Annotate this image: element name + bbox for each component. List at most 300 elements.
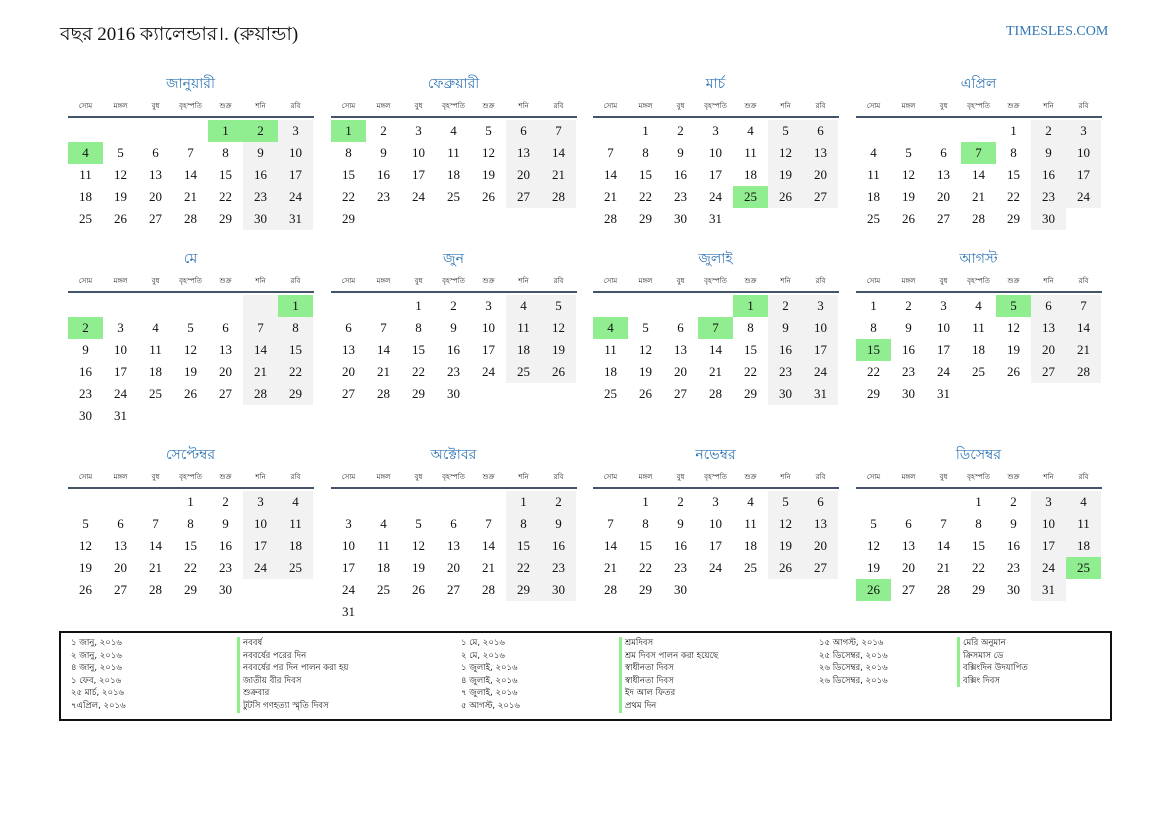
holiday-dates-col-3 xyxy=(819,637,888,687)
day-cell: 15 xyxy=(639,538,652,553)
day-cell: 17 xyxy=(243,535,278,557)
day-cell: 17 xyxy=(1066,164,1101,186)
day-cell: 19 xyxy=(867,560,880,575)
weekday-label: শুক্র xyxy=(1007,277,1020,285)
weekday-label: রবি xyxy=(815,473,826,481)
day-cell: 13 xyxy=(902,538,915,553)
day-cell: 18 xyxy=(744,538,757,553)
day-cell: 24 xyxy=(803,361,838,383)
day-cell: 15 xyxy=(972,538,985,553)
day-cell: 4 xyxy=(870,145,877,160)
day-cell: 27 xyxy=(114,582,127,597)
day-cell: 5 xyxy=(82,516,89,531)
holiday-names-col-2 xyxy=(619,637,718,713)
day-grid xyxy=(68,491,314,601)
day-cell: 25 xyxy=(447,189,460,204)
day-cell: 7 xyxy=(243,317,278,339)
weekday-header xyxy=(68,470,314,484)
day-cell: 18 xyxy=(744,167,757,182)
day-cell: 24 xyxy=(1031,557,1066,579)
day-cell: 6 xyxy=(677,320,684,335)
day-cell: 30 xyxy=(768,383,803,405)
day-cell: 9 xyxy=(905,320,912,335)
weekday-header xyxy=(331,470,577,484)
day-cell: 20 xyxy=(342,364,355,379)
weekday-label: বুধ xyxy=(151,277,160,285)
day-cell: 13 xyxy=(937,167,950,182)
day-cell: 18 xyxy=(972,342,985,357)
weekday-label: বৃহস্পতি xyxy=(179,277,202,285)
day-cell: 31 xyxy=(937,386,950,401)
day-cell: 13 xyxy=(342,342,355,357)
day-cell: 27 xyxy=(803,557,838,579)
day-cell: 16 xyxy=(902,342,915,357)
weekday-label: সোম xyxy=(78,473,93,481)
month-name: ফেব্রুয়ারী xyxy=(427,76,480,92)
day-cell: 19 xyxy=(79,560,92,575)
day-cell: 26 xyxy=(856,579,891,601)
weekday-label: সোম xyxy=(341,102,356,110)
day-cell: 1 xyxy=(187,494,194,509)
weekday-label: বৃহস্পতি xyxy=(442,102,465,110)
day-cell: 6 xyxy=(940,145,947,160)
day-cell: 20 xyxy=(803,535,838,557)
day-cell: 4 xyxy=(278,491,313,513)
day-cell: 29 xyxy=(219,211,232,226)
day-cell: 17 xyxy=(114,364,127,379)
day-cell: 14 xyxy=(709,342,722,357)
day-cell: 7 xyxy=(940,516,947,531)
day-cell: 6 xyxy=(506,120,541,142)
day-grid xyxy=(331,120,577,230)
day-cell: 2 xyxy=(905,298,912,313)
day-cell: 14 xyxy=(541,142,576,164)
day-cell: 5 xyxy=(117,145,124,160)
day-cell: 26 xyxy=(902,211,915,226)
day-cell: 28 xyxy=(937,582,950,597)
day-cell: 4 xyxy=(1066,491,1101,513)
holiday-date: ২৫ ডিসেম্বর, ২০১৬ xyxy=(819,650,888,661)
weekday-label: সোম xyxy=(341,473,356,481)
holiday-name: নববর্ষ xyxy=(237,637,348,650)
site-link[interactable]: TIMESLES.COM xyxy=(1006,24,1109,39)
day-cell: 28 xyxy=(709,386,722,401)
day-cell: 28 xyxy=(377,386,390,401)
day-cell: 21 xyxy=(184,189,197,204)
empty-cell xyxy=(173,295,208,317)
month-3 xyxy=(593,73,839,230)
day-cell: 25 xyxy=(972,364,985,379)
day-cell: 21 xyxy=(377,364,390,379)
weekday-label: বৃহস্পতি xyxy=(967,277,990,285)
weekday-label: রবি xyxy=(553,473,564,481)
day-cell: 12 xyxy=(412,538,425,553)
day-cell: 10 xyxy=(278,142,313,164)
header-rule xyxy=(331,116,577,118)
day-cell: 25 xyxy=(604,386,617,401)
day-cell: 2 xyxy=(68,317,103,339)
weekday-label: মঙ্গল xyxy=(638,473,653,481)
empty-cell xyxy=(436,491,471,513)
weekday-label: মঙ্গল xyxy=(901,277,916,285)
day-cell: 31 xyxy=(709,211,722,226)
day-cell: 3 xyxy=(345,516,352,531)
day-cell: 12 xyxy=(184,342,197,357)
day-cell: 19 xyxy=(482,167,495,182)
day-cell: 30 xyxy=(1031,208,1066,230)
day-cell: 16 xyxy=(377,167,390,182)
day-cell: 30 xyxy=(674,211,687,226)
weekday-label: সোম xyxy=(603,102,618,110)
day-cell: 1 xyxy=(278,295,313,317)
day-cell: 23 xyxy=(79,386,92,401)
month-6 xyxy=(331,248,577,405)
day-cell: 20 xyxy=(803,164,838,186)
empty-cell xyxy=(628,295,663,317)
empty-cell xyxy=(856,120,891,142)
empty-cell xyxy=(366,491,401,513)
day-cell: 13 xyxy=(803,513,838,535)
weekday-label: শনি xyxy=(518,277,529,285)
day-cell: 30 xyxy=(79,408,92,423)
day-cell: 29 xyxy=(506,579,541,601)
day-cell: 23 xyxy=(1007,560,1020,575)
day-cell: 2 xyxy=(243,120,278,142)
header-rule xyxy=(68,116,314,118)
day-cell: 5 xyxy=(768,491,803,513)
day-cell: 29 xyxy=(744,386,757,401)
month-10 xyxy=(331,444,577,623)
month-name: আগস্ট xyxy=(959,251,998,267)
weekday-label: শনি xyxy=(518,473,529,481)
day-cell: 18 xyxy=(1066,535,1101,557)
day-cell: 10 xyxy=(342,538,355,553)
day-cell: 12 xyxy=(1007,320,1020,335)
day-cell: 14 xyxy=(149,538,162,553)
weekday-label: শনি xyxy=(1043,102,1054,110)
day-cell: 3 xyxy=(1031,491,1066,513)
day-cell: 24 xyxy=(342,582,355,597)
month-name: মে xyxy=(183,251,198,267)
day-cell: 27 xyxy=(803,186,838,208)
weekday-label: রবি xyxy=(290,102,301,110)
day-cell: 22 xyxy=(506,557,541,579)
weekday-label: বৃহস্পতি xyxy=(704,277,727,285)
day-cell: 17 xyxy=(709,167,722,182)
day-cell: 26 xyxy=(114,211,127,226)
day-cell: 13 xyxy=(447,538,460,553)
month-2 xyxy=(331,73,577,230)
day-cell: 23 xyxy=(377,189,390,204)
day-cell: 12 xyxy=(902,167,915,182)
holiday-dates-col-1 xyxy=(71,637,126,713)
empty-cell xyxy=(926,120,961,142)
holiday-date: ৪ জানু, ২০১৬ xyxy=(71,663,122,674)
header-rule xyxy=(593,291,839,293)
day-cell: 14 xyxy=(937,538,950,553)
day-cell: 23 xyxy=(1031,186,1066,208)
day-cell: 20 xyxy=(674,364,687,379)
empty-cell xyxy=(138,295,173,317)
day-cell: 3 xyxy=(278,120,313,142)
day-cell: 8 xyxy=(870,320,877,335)
day-cell: 16 xyxy=(541,535,576,557)
month-9 xyxy=(68,444,314,601)
day-cell: 8 xyxy=(747,320,754,335)
day-cell: 22 xyxy=(1007,189,1020,204)
holiday-date: ১৫ আগস্ট, ২০১৬ xyxy=(819,638,884,648)
weekday-label: শুক্র xyxy=(219,102,232,110)
day-cell: 8 xyxy=(278,317,313,339)
day-cell: 8 xyxy=(415,320,422,335)
holiday-date: ২৬ ডিসেম্বর, ২০১৬ xyxy=(819,675,888,686)
day-cell: 22 xyxy=(639,189,652,204)
day-cell: 12 xyxy=(79,538,92,553)
day-cell: 10 xyxy=(1031,513,1066,535)
day-cell: 22 xyxy=(867,364,880,379)
day-cell: 13 xyxy=(149,167,162,182)
month-name: অক্টোবর xyxy=(430,447,477,463)
day-cell: 21 xyxy=(482,560,495,575)
holiday-name: ক্রিসমাস ডে xyxy=(957,650,1028,663)
day-cell: 23 xyxy=(768,361,803,383)
holiday-date: ১ জুলাই, ২০১৬ xyxy=(461,663,518,674)
day-cell: 11 xyxy=(744,145,757,160)
day-cell: 20 xyxy=(447,560,460,575)
holiday-date: ১ জানু, ২০১৬ xyxy=(71,638,122,648)
day-cell: 14 xyxy=(604,167,617,182)
day-cell: 5 xyxy=(642,320,649,335)
day-cell: 7 xyxy=(607,516,614,531)
day-cell: 16 xyxy=(243,164,278,186)
day-cell: 17 xyxy=(709,538,722,553)
day-cell: 24 xyxy=(243,557,278,579)
weekday-label: বুধ xyxy=(414,473,423,481)
day-cell: 5 xyxy=(415,516,422,531)
empty-cell xyxy=(401,491,436,513)
empty-cell xyxy=(138,491,173,513)
day-cell: 16 xyxy=(674,538,687,553)
month-name: নভেম্বর xyxy=(695,447,736,463)
weekday-label: বুধ xyxy=(151,473,160,481)
weekday-label: বুধ xyxy=(939,277,948,285)
day-cell: 26 xyxy=(768,557,803,579)
weekday-label: সোম xyxy=(866,473,881,481)
day-grid xyxy=(593,491,839,601)
day-cell: 12 xyxy=(114,167,127,182)
day-cell: 7 xyxy=(698,317,733,339)
day-cell: 29 xyxy=(184,582,197,597)
weekday-label: শনি xyxy=(1043,473,1054,481)
day-cell: 18 xyxy=(867,189,880,204)
day-cell: 21 xyxy=(972,189,985,204)
day-cell: 10 xyxy=(709,516,722,531)
day-grid xyxy=(856,491,1102,601)
day-cell: 21 xyxy=(937,560,950,575)
day-cell: 2 xyxy=(541,491,576,513)
day-cell: 30 xyxy=(1007,582,1020,597)
weekday-header xyxy=(593,274,839,288)
day-cell: 4 xyxy=(593,317,628,339)
month-4 xyxy=(856,73,1102,230)
weekday-label: বুধ xyxy=(414,277,423,285)
weekday-label: শুক্র xyxy=(744,102,757,110)
month-name: জুন xyxy=(443,251,464,267)
day-cell: 14 xyxy=(243,339,278,361)
day-cell: 14 xyxy=(1066,317,1101,339)
day-cell: 14 xyxy=(972,167,985,182)
day-cell: 15 xyxy=(1007,167,1020,182)
empty-cell xyxy=(68,295,103,317)
day-cell: 23 xyxy=(902,364,915,379)
empty-cell xyxy=(208,295,243,317)
holiday-name: বক্সিং দিবস xyxy=(957,675,1028,688)
day-cell: 1 xyxy=(733,295,768,317)
day-cell: 4 xyxy=(450,123,457,138)
empty-cell xyxy=(173,120,208,142)
day-cell: 13 xyxy=(803,142,838,164)
holiday-list xyxy=(59,631,1112,721)
day-cell: 24 xyxy=(709,560,722,575)
day-cell: 18 xyxy=(278,535,313,557)
day-cell: 13 xyxy=(506,142,541,164)
day-cell: 12 xyxy=(768,142,803,164)
page-title: বছর 2016 ক্যালেন্ডার।. (রুয়ান্ডা) xyxy=(60,24,299,45)
day-cell: 25 xyxy=(1066,557,1101,579)
weekday-label: শনি xyxy=(518,102,529,110)
day-cell: 13 xyxy=(1031,317,1066,339)
holiday-name: ইদ আল ফিতর xyxy=(619,687,718,700)
weekday-label: শনি xyxy=(255,473,266,481)
day-cell: 15 xyxy=(219,167,232,182)
holiday-date: ৭এপ্রিল, ২০১৬ xyxy=(71,700,126,711)
day-grid xyxy=(68,120,314,230)
day-cell: 13 xyxy=(674,342,687,357)
day-cell: 30 xyxy=(902,386,915,401)
day-cell: 14 xyxy=(377,342,390,357)
day-cell: 1 xyxy=(1010,123,1017,138)
day-cell: 22 xyxy=(744,364,757,379)
month-7 xyxy=(593,248,839,405)
header-rule xyxy=(68,487,314,489)
holiday-date: ২৬ ডিসেম্বর, ২০১৬ xyxy=(819,663,888,674)
weekday-label: শনি xyxy=(780,102,791,110)
day-cell: 20 xyxy=(937,189,950,204)
weekday-label: সোম xyxy=(866,277,881,285)
day-cell: 24 xyxy=(1066,186,1101,208)
day-cell: 9 xyxy=(541,513,576,535)
holiday-date: ২৫ মার্চ, ২০১৬ xyxy=(71,688,125,699)
day-cell: 8 xyxy=(222,145,229,160)
day-cell: 22 xyxy=(278,361,313,383)
weekday-label: শুক্র xyxy=(219,277,232,285)
day-cell: 31 xyxy=(803,383,838,405)
day-cell: 3 xyxy=(243,491,278,513)
month-12 xyxy=(856,444,1102,601)
day-cell: 16 xyxy=(79,364,92,379)
holiday-name: বক্সিংদিন উদযাপিত xyxy=(957,662,1028,675)
weekday-label: রবি xyxy=(1078,277,1089,285)
day-cell: 24 xyxy=(482,364,495,379)
day-cell: 17 xyxy=(482,342,495,357)
weekday-header xyxy=(856,99,1102,113)
weekday-label: শুক্র xyxy=(744,473,757,481)
day-cell: 21 xyxy=(1066,339,1101,361)
day-cell: 15 xyxy=(639,167,652,182)
day-cell: 10 xyxy=(114,342,127,357)
weekday-label: সোম xyxy=(78,102,93,110)
empty-cell xyxy=(698,295,733,317)
header-rule xyxy=(856,487,1102,489)
day-cell: 9 xyxy=(450,320,457,335)
day-cell: 18 xyxy=(447,167,460,182)
empty-cell xyxy=(891,120,926,142)
day-cell: 27 xyxy=(506,186,541,208)
day-cell: 5 xyxy=(996,295,1031,317)
day-cell: 5 xyxy=(768,120,803,142)
day-grid xyxy=(856,120,1102,230)
holiday-name: শ্রমদিবস xyxy=(619,637,718,650)
day-cell: 27 xyxy=(342,386,355,401)
day-cell: 26 xyxy=(482,189,495,204)
empty-cell xyxy=(331,295,366,317)
day-cell: 29 xyxy=(639,211,652,226)
header-rule xyxy=(856,291,1102,293)
holiday-dates-col-2 xyxy=(461,637,520,713)
day-cell: 2 xyxy=(677,123,684,138)
day-cell: 15 xyxy=(278,339,313,361)
day-cell: 8 xyxy=(345,145,352,160)
holiday-date: ১ ফেব, ২০১৬ xyxy=(71,675,122,686)
day-cell: 8 xyxy=(975,516,982,531)
day-cell: 30 xyxy=(243,208,278,230)
day-cell: 6 xyxy=(345,320,352,335)
day-cell: 3 xyxy=(940,298,947,313)
day-cell: 26 xyxy=(768,186,803,208)
month-1 xyxy=(68,73,314,230)
day-cell: 9 xyxy=(677,516,684,531)
weekday-header xyxy=(68,274,314,288)
holiday-names-col-1 xyxy=(237,637,348,713)
day-cell: 11 xyxy=(744,516,757,531)
weekday-label: বুধ xyxy=(151,102,160,110)
day-cell: 8 xyxy=(1010,145,1017,160)
header-rule xyxy=(331,291,577,293)
day-cell: 12 xyxy=(541,317,576,339)
day-cell: 22 xyxy=(639,560,652,575)
empty-cell xyxy=(961,120,996,142)
weekday-label: মঙ্গল xyxy=(113,473,128,481)
day-cell: 24 xyxy=(937,364,950,379)
day-cell: 25 xyxy=(149,386,162,401)
weekday-header xyxy=(331,274,577,288)
day-cell: 5 xyxy=(905,145,912,160)
day-cell: 1 xyxy=(642,494,649,509)
holiday-name: প্রথম দিন xyxy=(619,700,718,713)
weekday-label: মঙ্গল xyxy=(638,102,653,110)
day-cell: 22 xyxy=(184,560,197,575)
day-cell: 19 xyxy=(114,189,127,204)
weekday-label: বৃহস্পতি xyxy=(179,473,202,481)
day-cell: 25 xyxy=(278,557,313,579)
day-cell: 6 xyxy=(152,145,159,160)
weekday-label: শনি xyxy=(780,277,791,285)
holiday-date: ৫ আগস্ট, ২০১৬ xyxy=(461,700,520,711)
day-cell: 7 xyxy=(541,120,576,142)
weekday-label: মঙ্গল xyxy=(638,277,653,285)
day-cell: 3 xyxy=(1066,120,1101,142)
header-rule xyxy=(593,116,839,118)
